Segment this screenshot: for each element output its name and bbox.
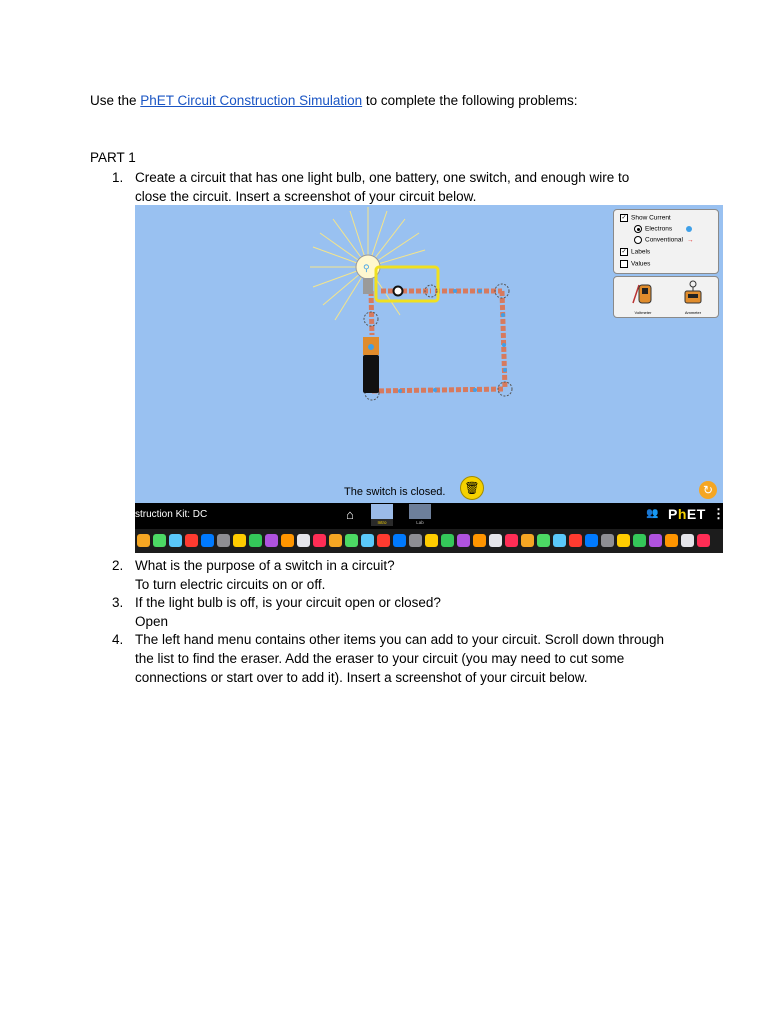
electron-icon [686,226,692,232]
app-dock [135,529,723,553]
switch [376,267,438,301]
dock-app-icon[interactable] [441,534,454,547]
lab-thumb-icon [409,504,431,519]
logo-h: h [677,506,687,522]
question-line: What is the purpose of a switch in a circuit? [135,558,395,573]
question-line: close the circuit. Insert a screenshot of your circuit below. [135,189,477,204]
dock-app-icon[interactable] [505,534,518,547]
values-row[interactable] [620,260,650,268]
intro-prefix: Use the [90,93,141,108]
conventional-row[interactable] [634,236,693,244]
ammeter-tool[interactable] [678,279,708,315]
dock-app-icon[interactable] [329,534,342,547]
reset-icon[interactable]: ↻ [699,481,717,499]
voltmeter-tool[interactable] [628,281,658,315]
dock-app-icon[interactable] [409,534,422,547]
sim-title: struction Kit: DC [135,509,208,520]
screen-intro-button[interactable] [371,504,393,526]
question-line: Create a circuit that has one light bulb, one battery, one switch, and enough wire to [135,170,630,185]
dock-app-icon[interactable] [489,534,502,547]
screen-lab-button[interactable] [409,504,431,526]
dock-app-icon[interactable] [393,534,406,547]
svg-text:⚲: ⚲ [363,264,370,274]
question-text [135,593,441,631]
intro-line [90,93,578,108]
dock-app-icon[interactable] [649,534,662,547]
dock-app-icon[interactable] [153,534,166,547]
dock-app-icon[interactable] [377,534,390,547]
electrons-row[interactable] [634,225,692,233]
menu-icon[interactable]: ⋮ [712,506,725,521]
intro-thumb-icon [371,504,393,519]
radio-selected-icon [634,225,642,233]
electrons-label: Electrons [645,225,673,233]
dock-app-icon[interactable] [169,534,182,547]
battery [363,337,379,393]
part-heading: PART 1 [90,150,136,165]
intro-suffix: to complete the following problems: [362,93,578,108]
labels-label: Labels [631,248,651,256]
arrow-right-icon: → [686,236,694,244]
dock-app-icon[interactable] [633,534,646,547]
wire-segments [371,291,505,391]
user-icon[interactable]: 👥 [646,508,659,519]
options-panel [613,209,719,274]
dock-app-icon[interactable] [569,534,582,547]
question-line: connections or start over to add it). Insert a screenshot of your circuit below. [135,670,588,685]
lab-label: Lab [416,520,424,525]
ammeter-icon [680,279,706,305]
check-icon: ✓ [621,215,627,221]
dock-app-icon[interactable] [217,534,230,547]
question-text [135,630,664,687]
circuit-screenshot [135,205,723,553]
logo-p: P [668,506,678,522]
show-current-label: Show Current [631,214,671,222]
dock-app-icon[interactable] [137,534,150,547]
dock-app-icon[interactable] [297,534,310,547]
dock-app-icon[interactable] [281,534,294,547]
tools-panel [613,276,719,318]
dock-app-icon[interactable] [201,534,214,547]
answer-text: To turn electric circuits on or off. [135,577,326,592]
question-text [135,168,629,206]
home-icon[interactable]: ⌂ [346,507,354,522]
dock-app-icon[interactable] [233,534,246,547]
show-current-row[interactable] [620,214,671,222]
dock-app-icon[interactable] [553,534,566,547]
dock-app-icon[interactable] [601,534,614,547]
question-number: 1. [112,170,124,185]
question-line: the list to find the eraser. Add the eraser to your circuit (you may need to cut some [135,651,625,666]
voltmeter-icon [630,281,656,305]
dock-app-icon[interactable] [537,534,550,547]
phet-logo[interactable] [668,506,706,522]
dock-app-icon[interactable] [361,534,374,547]
dock-app-icon[interactable] [345,534,358,547]
question-number: 2. [112,558,124,573]
values-label: Values [631,260,651,268]
dock-app-icon[interactable] [265,534,278,547]
labels-row[interactable] [620,248,650,256]
electrons [398,289,507,393]
sim-canvas [135,205,723,503]
question-number: 4. [112,632,124,647]
dock-app-icon[interactable] [185,534,198,547]
dock-app-icon[interactable] [473,534,486,547]
conventional-label: Conventional [645,236,683,244]
question-text [135,556,395,594]
dock-app-icon[interactable] [617,534,630,547]
dock-app-icon[interactable] [249,534,262,547]
voltmeter-label: Voltmeter [634,310,652,315]
ammeter-label: Ammeter [684,310,702,315]
logo-et: ET [686,506,706,522]
answer-text: Open [135,614,169,629]
sim-navbar [135,503,723,529]
dock-app-icon[interactable] [681,534,694,547]
dock-app-icon[interactable] [665,534,678,547]
question-line: If the light bulb is off, is your circuit open or closed? [135,595,441,610]
switch-status: The switch is closed. [344,486,446,498]
dock-app-icon[interactable] [521,534,534,547]
question-line: The left hand menu contains other items you can add to your circuit. Scroll down through [135,632,665,647]
dock-app-icon[interactable] [425,534,438,547]
trash-icon[interactable]: 🗑 [460,476,484,500]
dock-app-icon[interactable] [585,534,598,547]
radio-icon [634,236,642,244]
intro-label: Intro [377,520,387,525]
check-icon: ✓ [621,249,627,255]
dock-app-icon[interactable] [457,534,470,547]
dock-app-icon[interactable] [313,534,326,547]
question-number: 3. [112,595,124,610]
dock-app-icon[interactable] [697,534,710,547]
phet-link[interactable]: PhET Circuit Construction Simulation [140,93,363,108]
checkbox-icon [620,260,628,268]
